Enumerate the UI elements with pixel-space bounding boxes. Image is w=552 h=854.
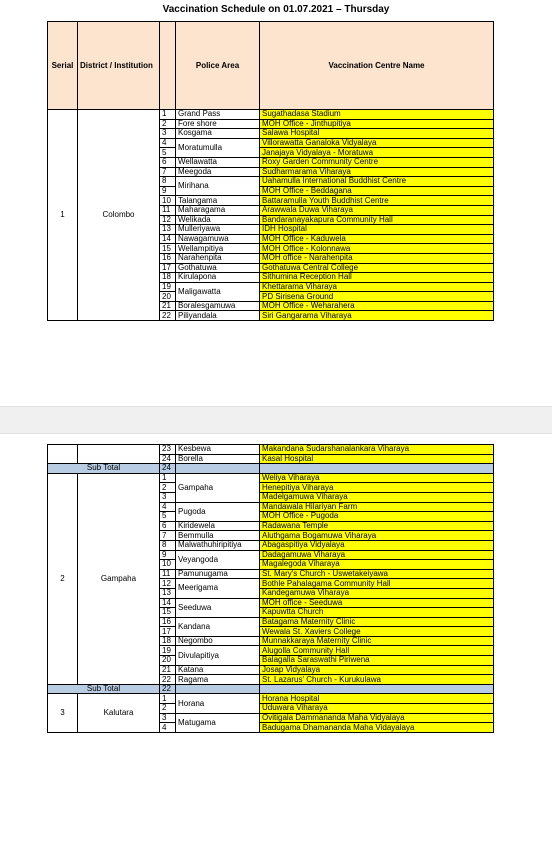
row-number: 1	[160, 110, 176, 120]
police-area-cell: Divulapitiya	[176, 646, 260, 665]
table-row	[48, 473, 494, 483]
centre-cell: Mandawala Hilariyan Farm	[260, 502, 494, 512]
police-area-cell: Grand Pass	[176, 110, 260, 120]
serial-cell: 3	[48, 694, 78, 732]
centre-cell: Radawana Temple	[260, 521, 494, 531]
row-number: 19	[160, 646, 176, 656]
row-number: 8	[160, 540, 176, 550]
centre-cell: Madelgamuwa Viharaya	[260, 492, 494, 502]
centre-cell: Ovitigala Dammananda Maha Vidyalaya	[260, 713, 494, 723]
row-number: 11	[160, 205, 176, 215]
centre-cell: MOH Office - Pugoda	[260, 512, 494, 522]
police-area-cell: Pamunugama	[176, 569, 260, 579]
centre-cell: Gothatuwa Central College	[260, 263, 494, 273]
centre-cell: Balagalla Saraswathi Piriwena	[260, 656, 494, 666]
police-area-cell: Wellampitiya	[176, 244, 260, 254]
police-area-cell: Kiridewela	[176, 521, 260, 531]
centre-cell: St. Lazarus' Church - Kurukulawa	[260, 675, 494, 685]
row-number: 3	[160, 492, 176, 502]
serial-cell: 2	[48, 473, 78, 684]
row-number: 20	[160, 656, 176, 666]
centre-cell: Munnakkaraya Maternity Clinic	[260, 636, 494, 646]
subtotal-blank	[176, 464, 260, 474]
centre-cell: Khettarama Viharaya	[260, 282, 494, 292]
row-number: 18	[160, 273, 176, 283]
district-cell-cont	[78, 445, 160, 464]
header-serial: Serial	[48, 22, 78, 110]
header-centre: Vaccination Centre Name	[260, 22, 494, 110]
centre-cell: Abagaspitiya Vidyalaya	[260, 540, 494, 550]
row-number: 8	[160, 177, 176, 187]
row-number: 16	[160, 617, 176, 627]
centre-cell: Batagama Maternity Clinic	[260, 617, 494, 627]
police-area-cell: Gothatuwa	[176, 263, 260, 273]
police-area-cell: Kesbewa	[176, 445, 260, 455]
row-number: 12	[160, 579, 176, 589]
row-number: 9	[160, 186, 176, 196]
centre-cell: Aluthgama Bogamuwa Viharaya	[260, 531, 494, 541]
colombo-rows	[48, 110, 494, 321]
centre-cell: Sudharmarama Viharaya	[260, 167, 494, 177]
row-number: 17	[160, 263, 176, 273]
schedule-table-page-2	[47, 444, 494, 733]
police-area-cell: Bemmulla	[176, 531, 260, 541]
centre-cell: Battaramulla Youth Buddhist Centre	[260, 196, 494, 206]
row-number: 16	[160, 253, 176, 263]
police-area-cell: Mulleriyawa	[176, 225, 260, 235]
police-area-cell: Talangama	[176, 196, 260, 206]
subtotal-value: 22	[160, 684, 176, 694]
centre-cell: Uahamulla International Buddhist Centre	[260, 177, 494, 187]
centre-cell: PD Sirisena Ground	[260, 292, 494, 302]
row-number: 1	[160, 473, 176, 483]
police-area-cell: Seeduwa	[176, 598, 260, 617]
district-cell: Gampaha	[78, 473, 160, 684]
police-area-cell: Meerigama	[176, 579, 260, 598]
row-number: 22	[160, 675, 176, 685]
centre-cell: MOH Office - Kolonnawa	[260, 244, 494, 254]
police-area-cell: Matugama	[176, 713, 260, 732]
centre-cell: IDH Hospital	[260, 225, 494, 235]
police-area-cell: Pugoda	[176, 502, 260, 521]
row-number: 1	[160, 694, 176, 704]
police-area-cell: Negombo	[176, 636, 260, 646]
centre-cell: Alugolla Community Hall	[260, 646, 494, 656]
row-number: 14	[160, 234, 176, 244]
centre-cell: Magalegoda Viharaya	[260, 560, 494, 570]
row-number: 11	[160, 569, 176, 579]
police-area-cell: Malwathuhiripitiya	[176, 540, 260, 550]
row-number: 23	[160, 445, 176, 455]
police-area-cell: Horana	[176, 694, 260, 713]
district-cell: Colombo	[78, 110, 160, 321]
row-number: 5	[160, 148, 176, 158]
centre-cell: MOH Office - Beddagana	[260, 186, 494, 196]
subtotal-value: 24	[160, 464, 176, 474]
row-number: 10	[160, 196, 176, 206]
row-number: 9	[160, 550, 176, 560]
subtotal-row	[48, 684, 494, 694]
row-number: 2	[160, 119, 176, 129]
police-area-cell: Borella	[176, 454, 260, 464]
police-area-cell: Nawagamuwa	[176, 234, 260, 244]
header-police-area: Police Area	[176, 22, 260, 110]
centre-cell: Badugama Dhamananda Maha Vidayalaya	[260, 723, 494, 733]
row-number: 2	[160, 704, 176, 714]
row-number: 2	[160, 483, 176, 493]
centre-cell: MOH Office - Weharahera	[260, 301, 494, 311]
continued-rows	[48, 445, 494, 733]
row-number: 15	[160, 244, 176, 254]
police-area-cell: Ragama	[176, 675, 260, 685]
subtotal-label: Sub Total	[48, 464, 160, 474]
table-row	[48, 445, 494, 455]
police-area-cell: Narahenpita	[176, 253, 260, 263]
centre-cell: Janajaya Vidyalaya - Moratuwa	[260, 148, 494, 158]
header-blank	[160, 22, 176, 110]
row-number: 3	[160, 129, 176, 139]
subtotal-label: Sub Total	[48, 684, 160, 694]
row-number: 21	[160, 301, 176, 311]
police-area-cell: Maligawatta	[176, 282, 260, 301]
police-area-cell: Wellawatta	[176, 157, 260, 167]
row-number: 13	[160, 225, 176, 235]
row-number: 6	[160, 157, 176, 167]
police-area-cell: Maharagama	[176, 205, 260, 215]
centre-cell: Kapuwtta Church	[260, 608, 494, 618]
centre-cell: Uduwara Viharaya	[260, 704, 494, 714]
centre-cell: MOH Office - Kaduwela	[260, 234, 494, 244]
police-area-cell: Mirihana	[176, 177, 260, 196]
centre-cell: St. Mary's Church - Uswetakeiyawa	[260, 569, 494, 579]
police-area-cell: Veyangoda	[176, 550, 260, 569]
header-district: District / Institution	[78, 22, 160, 110]
row-number: 15	[160, 608, 176, 618]
subtotal-blank	[260, 464, 494, 474]
centre-cell: MOH Office - Jinthupitiya	[260, 119, 494, 129]
document-title: Vaccination Schedule on 01.07.2021 – Thursday	[162, 4, 390, 15]
row-number: 21	[160, 665, 176, 675]
police-area-cell: Gampaha	[176, 473, 260, 502]
centre-cell: Horana Hospital	[260, 694, 494, 704]
schedule-table-page-1	[47, 21, 494, 321]
row-number: 4	[160, 138, 176, 148]
police-area-cell: Boralesgamuwa	[176, 301, 260, 311]
centre-cell: Dadagamuwa Viharaya	[260, 550, 494, 560]
centre-cell: Weliya Viharaya	[260, 473, 494, 483]
centre-cell: MOH office - Narahenpita	[260, 253, 494, 263]
row-number: 24	[160, 454, 176, 464]
row-number: 7	[160, 167, 176, 177]
row-number: 7	[160, 531, 176, 541]
centre-cell: Bandaranayakapura Community Hall	[260, 215, 494, 225]
police-area-cell: Piliyandala	[176, 311, 260, 321]
police-area-cell: Fore shore	[176, 119, 260, 129]
row-number: 13	[160, 588, 176, 598]
row-number: 18	[160, 636, 176, 646]
centre-cell: MOH office - Seeduwa	[260, 598, 494, 608]
centre-cell: Josap Vidyalaya	[260, 665, 494, 675]
district-cell: Kalutara	[78, 694, 160, 732]
subtotal-blank	[176, 684, 260, 694]
subtotal-row	[48, 464, 494, 474]
serial-cell: 1	[48, 110, 78, 321]
row-number: 5	[160, 512, 176, 522]
row-number: 6	[160, 521, 176, 531]
centre-cell: Siri Gangarama Viharaya	[260, 311, 494, 321]
centre-cell: Villorawatta Ganaloka Vidyalaya	[260, 138, 494, 148]
row-number: 4	[160, 502, 176, 512]
centre-cell: Kasal Hospital	[260, 454, 494, 464]
centre-cell: Sugathadasa Stadium	[260, 110, 494, 120]
row-number: 3	[160, 713, 176, 723]
centre-cell: Sithumina Reception Hall	[260, 273, 494, 283]
row-number: 19	[160, 282, 176, 292]
table-row	[48, 110, 494, 120]
table-row	[48, 694, 494, 704]
police-area-cell: Kosgama	[176, 129, 260, 139]
page-break	[0, 406, 552, 434]
police-area-cell: Katana	[176, 665, 260, 675]
centre-cell: Makandana Sudarshanalankara Viharaya	[260, 445, 494, 455]
row-number: 4	[160, 723, 176, 733]
centre-cell: Wewala St. Xaviers College	[260, 627, 494, 637]
centre-cell: Bothle Pahalagama Community Hall	[260, 579, 494, 589]
row-number: 14	[160, 598, 176, 608]
centre-cell: Roxy Garden Community Centre	[260, 157, 494, 167]
row-number: 22	[160, 311, 176, 321]
police-area-cell: Meegoda	[176, 167, 260, 177]
subtotal-blank	[260, 684, 494, 694]
police-area-cell: Kirulapona	[176, 273, 260, 283]
serial-cell-cont	[48, 445, 78, 464]
police-area-cell: Moratumulla	[176, 138, 260, 157]
centre-cell: Arawwala Duwa Viharaya	[260, 205, 494, 215]
centre-cell: Henepitiya Viharaya	[260, 483, 494, 493]
row-number: 12	[160, 215, 176, 225]
centre-cell: Salawa Hospital	[260, 129, 494, 139]
row-number: 17	[160, 627, 176, 637]
table-header-row	[48, 22, 494, 110]
row-number: 20	[160, 292, 176, 302]
police-area-cell: Kandana	[176, 617, 260, 636]
centre-cell: Kandegamuwa Viharaya	[260, 588, 494, 598]
police-area-cell: Welikada	[176, 215, 260, 225]
row-number: 10	[160, 560, 176, 570]
